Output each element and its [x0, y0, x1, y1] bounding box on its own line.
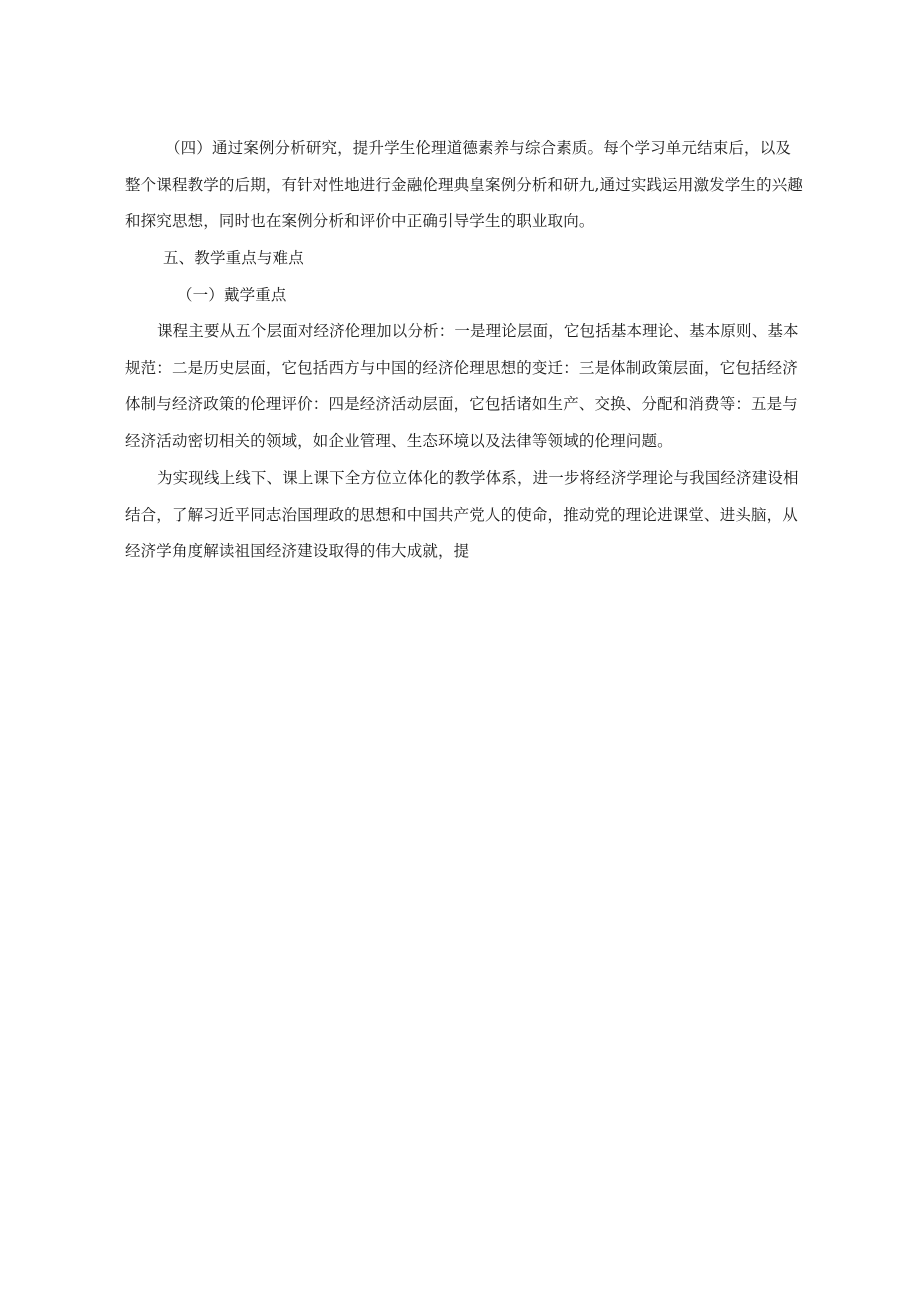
text-line: 和探究思想，同时也在案例分析和评价中正确引导学生的职业取向。	[125, 212, 595, 230]
text-line: 为实现线上线下、课上课下全方位立体化的教学体系，进一步将经济学理论与我国经济建设相	[157, 469, 799, 487]
text-line: 整个课程教学的后期，有针对性地进行金融伦理典皇案例分析和研九,通过实践运用激发学生的兴趣	[125, 175, 804, 194]
paragraph-body-2	[125, 460, 799, 570]
paragraph-section-4	[125, 130, 804, 240]
paragraph-body-1	[125, 313, 799, 459]
text-line: 经济活动密切相关的领域，如企业管理、生态环境以及法律等领域的伦理问题。	[125, 431, 673, 450]
text-line: 体制与经济政策的伦理评价：四是经济活动层面，它包括诸如生产、交换、分配和消费等：五是与	[125, 395, 798, 413]
section-heading	[125, 240, 793, 277]
text-line: 经济学角度解读祖国经济建设取得的伟大成就，提	[125, 542, 470, 560]
text-line: 结合，了解习近平同志治国理政的思想和中国共产党人的使命，推动党的理论进课堂、进头脑，从	[125, 505, 798, 524]
text-line: 课程主要从五个层面对经济伦理加以分析：一是理论层面，它包括基本理论、基本原则、基本	[157, 322, 799, 340]
text-line: （四）通过案例分析研究，提升学生伦理道德素养与综合素质。每个学习单元结束后，以及	[165, 139, 792, 157]
heading-text: 五、教学重点与难点	[163, 249, 304, 267]
subheading-text: （一）戴学重点	[177, 286, 287, 304]
sub-heading	[125, 277, 793, 314]
text-line: 规范：二是历史层面，它包括西方与中国的经济伦理思想的变迁：三是体制政策层面，它包括经济	[125, 358, 798, 377]
